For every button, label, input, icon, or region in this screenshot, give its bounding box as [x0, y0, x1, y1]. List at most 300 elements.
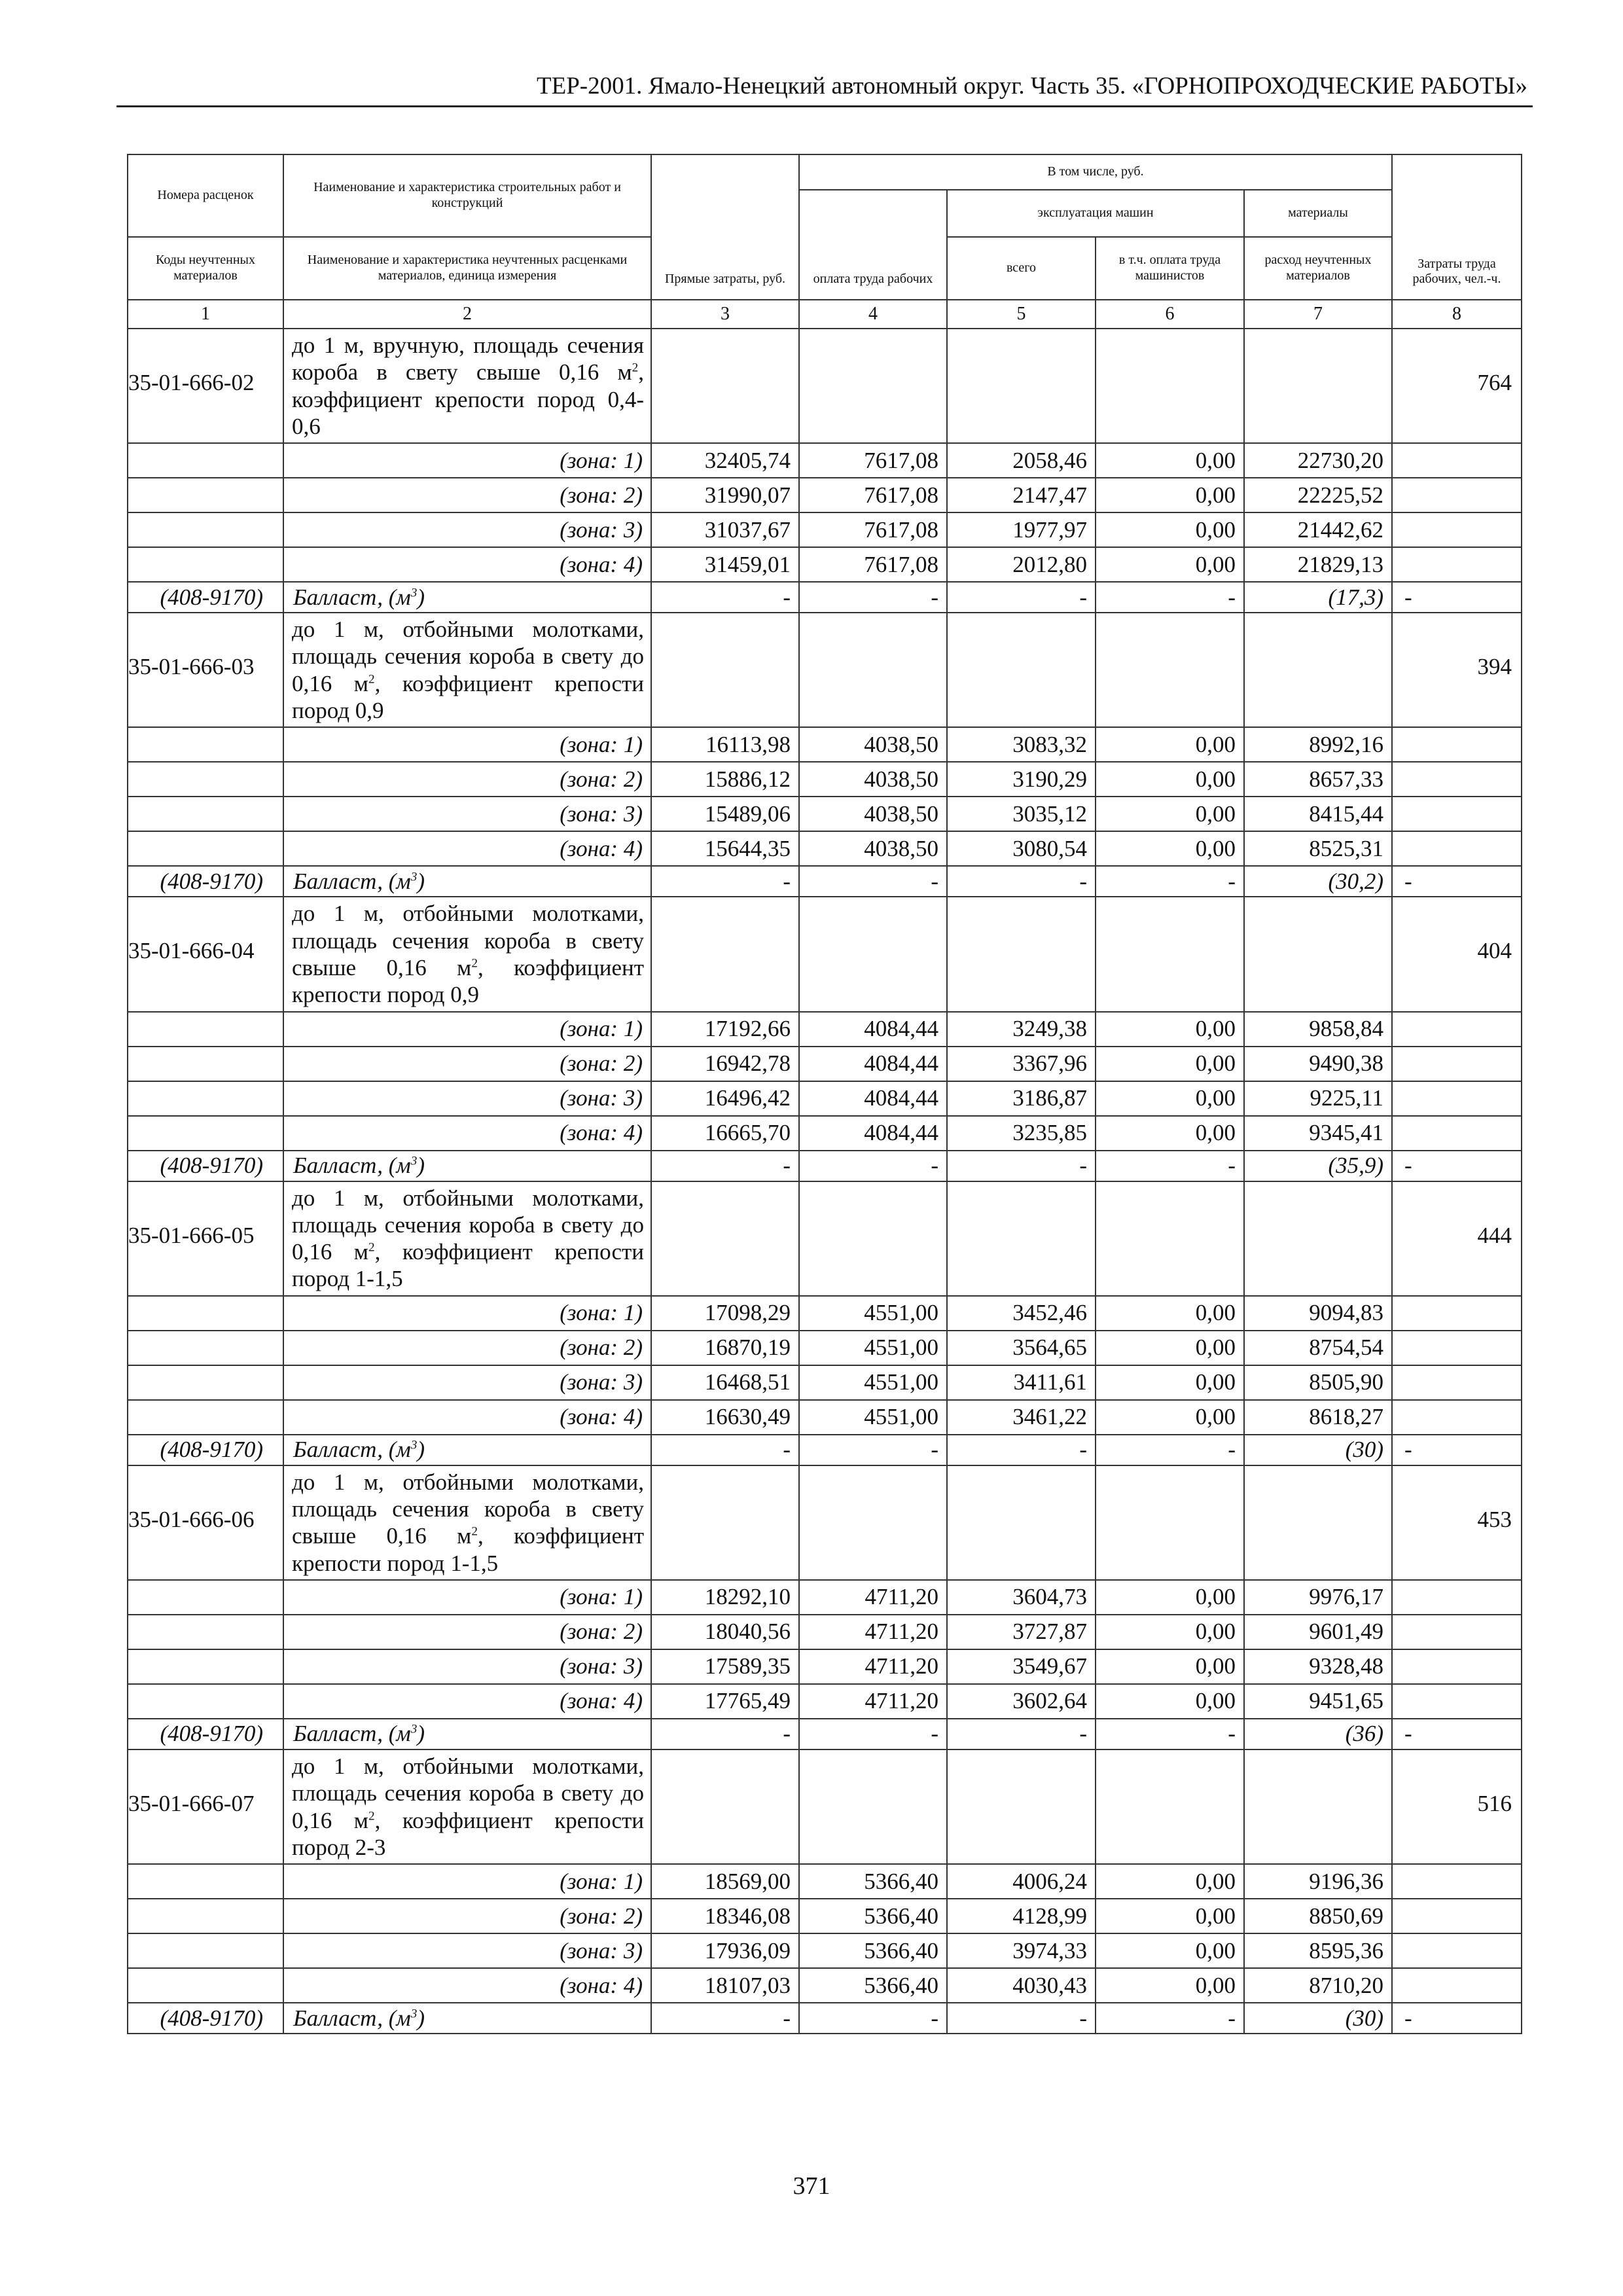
material-code: (408-9170)	[128, 2003, 283, 2034]
dash-value: -	[947, 2003, 1096, 2034]
empty-cell	[1392, 1116, 1522, 1151]
material-name-close: )	[417, 1153, 425, 1179]
worker-pay: 4551,00	[799, 1365, 947, 1400]
empty-cell	[128, 512, 283, 547]
dash-value: -	[651, 1435, 799, 1465]
description-text: , коэффициент крепости пород 0,4-0,6	[292, 359, 644, 439]
empty-cell	[128, 762, 283, 797]
zone-label: (зона: 1)	[283, 1012, 651, 1047]
ballast-row	[128, 866, 1522, 897]
dash-value: -	[1392, 866, 1522, 897]
direct-cost: 15644,35	[651, 831, 799, 866]
description-text: до 1 м, вручную, площадь сечения короба в свету свыше 0,16 м	[292, 332, 644, 386]
materials-cost: 9601,49	[1244, 1615, 1392, 1649]
machinist-pay: 0,00	[1096, 1933, 1244, 1968]
machine-total: 3083,32	[947, 727, 1096, 762]
empty-cell	[128, 1047, 283, 1081]
dash-value: -	[947, 582, 1096, 613]
machine-total: 3190,29	[947, 762, 1096, 797]
description-text: , коэффициент крепости пород 0,9	[292, 954, 645, 1008]
labor-cost-cell	[1392, 1465, 1522, 1580]
rate-code: 35-01-666-05	[128, 1222, 255, 1248]
empty-cell	[947, 1749, 1096, 1864]
empty-cell	[128, 1968, 283, 2003]
superscript: 3	[410, 1722, 418, 1736]
worker-pay: 4038,50	[799, 762, 947, 797]
material-name-text: Балласт, (м	[293, 1437, 411, 1463]
machinist-pay: 0,00	[1096, 797, 1244, 831]
empty-cell	[1392, 1684, 1522, 1719]
material-name-text: Балласт, (м	[293, 584, 411, 610]
materials-cost: 8657,33	[1244, 762, 1392, 797]
superscript: 3	[410, 586, 418, 600]
ballast-row	[128, 2003, 1522, 2034]
materials-cost: 21442,62	[1244, 512, 1392, 547]
labor-cost: 453	[1477, 1506, 1512, 1532]
rate-code-cell	[128, 329, 283, 443]
material-consumption: (30,2)	[1244, 866, 1392, 897]
empty-cell	[1392, 1296, 1522, 1331]
material-name-close: )	[417, 868, 425, 894]
entry-title-row	[128, 1465, 1522, 1580]
machinist-pay: 0,00	[1096, 1012, 1244, 1047]
description-text: до 1 м, отбойными молотками, площадь сечения короба в свету до 0,16 м	[292, 1753, 644, 1833]
entry-title-row	[128, 1181, 1522, 1296]
empty-cell	[799, 613, 947, 727]
header-machines: эксплуатация машин	[947, 190, 1244, 237]
materials-cost: 8754,54	[1244, 1331, 1392, 1365]
zone-label: (зона: 1)	[283, 727, 651, 762]
zone-row	[128, 797, 1522, 831]
worker-pay: 7617,08	[799, 512, 947, 547]
zone-label: (зона: 2)	[283, 1899, 651, 1933]
zone-row	[128, 1116, 1522, 1151]
header-col6: в т.ч. оплата труда машинистов	[1096, 237, 1244, 300]
worker-pay: 4551,00	[799, 1331, 947, 1365]
machine-total: 3367,96	[947, 1047, 1096, 1081]
material-name	[283, 582, 651, 613]
zone-label: (зона: 3)	[283, 797, 651, 831]
material-name-close: )	[417, 1721, 425, 1747]
empty-cell	[1096, 1749, 1244, 1864]
direct-cost: 18569,00	[651, 1864, 799, 1899]
header-col2-bottom: Наименование и характеристика неучтенных расценками материалов, единица измерения	[283, 237, 651, 300]
description-text: , коэффициент крепости пород 1-1,5	[292, 1239, 644, 1292]
material-name	[283, 1151, 651, 1181]
zone-row	[128, 762, 1522, 797]
machine-total: 2147,47	[947, 478, 1096, 512]
empty-cell	[128, 1864, 283, 1899]
empty-cell	[651, 1465, 799, 1580]
direct-cost: 31990,07	[651, 478, 799, 512]
dash-value: -	[1096, 1151, 1244, 1181]
zone-label: (зона: 4)	[283, 547, 651, 582]
empty-cell	[1392, 1615, 1522, 1649]
header-including: В том числе, руб.	[799, 154, 1392, 190]
zone-row	[128, 1296, 1522, 1331]
dash-value: -	[1096, 1719, 1244, 1749]
dash-value: -	[947, 1435, 1096, 1465]
zone-label: (зона: 4)	[283, 831, 651, 866]
empty-cell	[128, 831, 283, 866]
machinist-pay: 0,00	[1096, 1968, 1244, 2003]
direct-cost: 18040,56	[651, 1615, 799, 1649]
empty-cell	[651, 329, 799, 443]
material-name	[283, 1435, 651, 1465]
zone-label: (зона: 4)	[283, 1684, 651, 1719]
header-col2-top: Наименование и характеристика строительных работ и конструкций	[283, 154, 651, 237]
superscript: 2	[471, 1524, 478, 1539]
zone-label: (зона: 1)	[283, 1580, 651, 1615]
material-name-text: Балласт, (м	[293, 1721, 411, 1747]
worker-pay: 4711,20	[799, 1580, 947, 1615]
worker-pay: 5366,40	[799, 1864, 947, 1899]
work-description	[283, 1181, 651, 1296]
empty-cell	[1392, 1580, 1522, 1615]
material-code: (408-9170)	[128, 1435, 283, 1465]
header-col1-top: Номера расценок	[128, 154, 283, 237]
empty-cell	[128, 1649, 283, 1684]
materials-cost: 22730,20	[1244, 443, 1392, 478]
material-name-text: Балласт, (м	[293, 2005, 411, 2031]
materials-cost: 22225,52	[1244, 478, 1392, 512]
rate-code-cell	[128, 1465, 283, 1580]
machinist-pay: 0,00	[1096, 727, 1244, 762]
materials-cost: 9094,83	[1244, 1296, 1392, 1331]
machine-total: 3549,67	[947, 1649, 1096, 1684]
machine-total: 4006,24	[947, 1864, 1096, 1899]
machinist-pay: 0,00	[1096, 1365, 1244, 1400]
materials-cost: 9451,65	[1244, 1684, 1392, 1719]
machinist-pay: 0,00	[1096, 1649, 1244, 1684]
empty-cell	[1096, 1465, 1244, 1580]
empty-cell	[1244, 1465, 1392, 1580]
running-header	[116, 69, 1533, 107]
description-text: , коэффициент крепости пород 0,9	[292, 670, 644, 724]
material-name-close: )	[417, 1437, 425, 1463]
machine-total: 3727,87	[947, 1615, 1096, 1649]
direct-cost: 16665,70	[651, 1116, 799, 1151]
machinist-pay: 0,00	[1096, 1081, 1244, 1116]
machine-total: 2058,46	[947, 443, 1096, 478]
worker-pay: 4711,20	[799, 1615, 947, 1649]
labor-cost: 444	[1477, 1222, 1512, 1248]
entry-title-row	[128, 1749, 1522, 1864]
empty-cell	[947, 1181, 1096, 1296]
zone-label: (зона: 4)	[283, 1968, 651, 2003]
empty-cell	[1244, 1181, 1392, 1296]
empty-cell	[1392, 547, 1522, 582]
empty-cell	[128, 1331, 283, 1365]
machinist-pay: 0,00	[1096, 547, 1244, 582]
worker-pay: 4084,44	[799, 1047, 947, 1081]
direct-cost: 31459,01	[651, 547, 799, 582]
zone-label: (зона: 1)	[283, 443, 651, 478]
empty-cell	[128, 1116, 283, 1151]
empty-cell	[1392, 512, 1522, 547]
dash-value: -	[1096, 866, 1244, 897]
price-table	[127, 154, 1522, 2034]
zone-row	[128, 1968, 1522, 2003]
empty-cell	[1244, 897, 1392, 1011]
materials-cost: 8850,69	[1244, 1899, 1392, 1933]
rate-code: 35-01-666-04	[128, 938, 255, 964]
material-consumption: (30)	[1244, 2003, 1392, 2034]
direct-cost: 15489,06	[651, 797, 799, 831]
material-code: (408-9170)	[128, 1719, 283, 1749]
superscript: 3	[410, 1438, 418, 1452]
dash-value: -	[799, 1719, 947, 1749]
dash-value: -	[651, 1719, 799, 1749]
header-title: ТЕР-2001. Ямало-Ненецкий автономный округ. Часть 35. «ГОРНОПРОХОДЧЕСКИЕ РАБОТЫ»	[537, 73, 1527, 99]
empty-cell	[651, 1749, 799, 1864]
dash-value: -	[947, 1151, 1096, 1181]
dash-value: -	[1096, 582, 1244, 613]
empty-cell	[1392, 1047, 1522, 1081]
empty-cell	[651, 1181, 799, 1296]
zone-label: (зона: 3)	[283, 512, 651, 547]
dash-value: -	[1392, 1435, 1522, 1465]
machinist-pay: 0,00	[1096, 1684, 1244, 1719]
empty-cell	[128, 1615, 283, 1649]
zone-label: (зона: 3)	[283, 1933, 651, 1968]
empty-cell	[128, 1899, 283, 1933]
rate-code: 35-01-666-07	[128, 1790, 255, 1816]
description-text: до 1 м, отбойными молотками, площадь сечения короба в свету до 0,16 м	[292, 617, 644, 696]
zone-row	[128, 1331, 1522, 1365]
empty-cell	[128, 727, 283, 762]
empty-cell	[128, 1684, 283, 1719]
material-name	[283, 1719, 651, 1749]
zone-row	[128, 1615, 1522, 1649]
materials-cost: 8415,44	[1244, 797, 1392, 831]
zone-row	[128, 512, 1522, 547]
empty-cell	[651, 613, 799, 727]
zone-label: (зона: 1)	[283, 1296, 651, 1331]
empty-cell	[1096, 897, 1244, 1011]
empty-cell	[128, 443, 283, 478]
empty-cell	[128, 1296, 283, 1331]
labor-cost-cell	[1392, 329, 1522, 443]
dash-value: -	[947, 1719, 1096, 1749]
empty-cell	[1096, 329, 1244, 443]
zone-row	[128, 1649, 1522, 1684]
zone-row	[128, 1864, 1522, 1899]
empty-cell	[1392, 1864, 1522, 1899]
machinist-pay: 0,00	[1096, 1899, 1244, 1933]
zone-row	[128, 727, 1522, 762]
page-number: 371	[793, 2172, 830, 2200]
material-consumption: (17,3)	[1244, 582, 1392, 613]
ballast-row	[128, 582, 1522, 613]
direct-cost: 17765,49	[651, 1684, 799, 1719]
column-number: 7	[1244, 300, 1392, 329]
worker-pay: 4038,50	[799, 727, 947, 762]
empty-cell	[1392, 1400, 1522, 1435]
dash-value: -	[1392, 582, 1522, 613]
direct-cost: 17589,35	[651, 1649, 799, 1684]
worker-pay: 5366,40	[799, 1968, 947, 2003]
worker-pay: 4711,20	[799, 1684, 947, 1719]
worker-pay: 4711,20	[799, 1649, 947, 1684]
empty-cell	[1392, 831, 1522, 866]
materials-cost: 9225,11	[1244, 1081, 1392, 1116]
machinist-pay: 0,00	[1096, 762, 1244, 797]
rate-code-cell	[128, 613, 283, 727]
zone-label: (зона: 3)	[283, 1365, 651, 1400]
materials-cost: 8618,27	[1244, 1400, 1392, 1435]
machinist-pay: 0,00	[1096, 443, 1244, 478]
material-code: (408-9170)	[128, 1151, 283, 1181]
materials-cost: 8992,16	[1244, 727, 1392, 762]
empty-cell	[1244, 613, 1392, 727]
column-number: 1	[128, 300, 283, 329]
empty-cell	[1392, 797, 1522, 831]
direct-cost: 31037,67	[651, 512, 799, 547]
ballast-row	[128, 1719, 1522, 1749]
machinist-pay: 0,00	[1096, 831, 1244, 866]
superscript: 2	[471, 956, 478, 971]
empty-cell	[1392, 1968, 1522, 2003]
zone-label: (зона: 3)	[283, 1081, 651, 1116]
labor-cost-cell	[1392, 1749, 1522, 1864]
empty-cell	[128, 547, 283, 582]
empty-cell	[1392, 1331, 1522, 1365]
zone-label: (зона: 4)	[283, 1400, 651, 1435]
machine-total: 3249,38	[947, 1012, 1096, 1047]
zone-label: (зона: 2)	[283, 1615, 651, 1649]
zone-row	[128, 1684, 1522, 1719]
description-text: до 1 м, отбойными молотками, площадь сечения короба в свету свыше 0,16 м	[292, 901, 644, 980]
dash-value: -	[947, 866, 1096, 897]
dash-value: -	[799, 1151, 947, 1181]
header-col5: всего	[947, 237, 1096, 300]
dash-value: -	[1096, 2003, 1244, 2034]
dash-value: -	[1392, 1151, 1522, 1181]
material-consumption: (36)	[1244, 1719, 1392, 1749]
machine-total: 4030,43	[947, 1968, 1096, 2003]
empty-cell	[799, 329, 947, 443]
description-text: до 1 м, отбойными молотками, площадь сечения короба в свету свыше 0,16 м	[292, 1469, 644, 1549]
dash-value: -	[799, 2003, 947, 2034]
dash-value: -	[1096, 1435, 1244, 1465]
empty-cell	[947, 897, 1096, 1011]
machine-total: 3080,54	[947, 831, 1096, 866]
rate-code: 35-01-666-03	[128, 654, 255, 680]
zone-label: (зона: 2)	[283, 1047, 651, 1081]
rate-code-cell	[128, 1749, 283, 1864]
material-name-text: Балласт, (м	[293, 1153, 411, 1179]
machine-total: 3235,85	[947, 1116, 1096, 1151]
machine-total: 3035,12	[947, 797, 1096, 831]
labor-cost-cell	[1392, 613, 1522, 727]
machinist-pay: 0,00	[1096, 1047, 1244, 1081]
zone-row	[128, 1081, 1522, 1116]
machinist-pay: 0,00	[1096, 1331, 1244, 1365]
empty-cell	[128, 1012, 283, 1047]
empty-cell	[1392, 762, 1522, 797]
material-name-text: Балласт, (м	[293, 868, 411, 894]
labor-cost: 404	[1477, 938, 1512, 964]
empty-cell	[799, 1749, 947, 1864]
worker-pay: 4551,00	[799, 1400, 947, 1435]
labor-cost: 394	[1477, 654, 1512, 680]
machine-total: 1977,97	[947, 512, 1096, 547]
superscript: 2	[632, 361, 639, 375]
empty-cell	[1392, 1365, 1522, 1400]
empty-cell	[799, 897, 947, 1011]
materials-cost: 9328,48	[1244, 1649, 1392, 1684]
empty-cell	[1392, 1933, 1522, 1968]
empty-cell	[1392, 443, 1522, 478]
dash-value: -	[651, 1151, 799, 1181]
empty-cell	[128, 1365, 283, 1400]
entry-title-row	[128, 897, 1522, 1011]
materials-cost: 9196,36	[1244, 1864, 1392, 1899]
worker-pay: 5366,40	[799, 1933, 947, 1968]
empty-cell	[1244, 1749, 1392, 1864]
empty-cell	[128, 1933, 283, 1968]
zone-row	[128, 1047, 1522, 1081]
labor-cost: 764	[1477, 370, 1512, 395]
dash-value: -	[651, 582, 799, 613]
entry-title-row	[128, 329, 1522, 443]
worker-pay: 7617,08	[799, 547, 947, 582]
worker-pay: 5366,40	[799, 1899, 947, 1933]
header-col1-bottom: Коды неучтенных материалов	[128, 237, 283, 300]
worker-pay: 4084,44	[799, 1081, 947, 1116]
ballast-row	[128, 1151, 1522, 1181]
zone-row	[128, 831, 1522, 866]
material-code: (408-9170)	[128, 866, 283, 897]
empty-cell	[1096, 1181, 1244, 1296]
empty-cell	[1392, 1081, 1522, 1116]
header-col8: Затраты труда рабочих, чел.-ч.	[1392, 154, 1522, 300]
column-number: 3	[651, 300, 799, 329]
dash-value: -	[651, 866, 799, 897]
rate-code-cell	[128, 897, 283, 1011]
description-text: до 1 м, отбойными молотками, площадь сечения короба в свету до 0,16 м	[292, 1185, 644, 1265]
material-consumption: (35,9)	[1244, 1151, 1392, 1181]
material-code: (408-9170)	[128, 582, 283, 613]
rate-code: 35-01-666-06	[128, 1506, 255, 1532]
zone-row	[128, 1933, 1522, 1968]
header-materials: материалы	[1244, 190, 1392, 237]
machinist-pay: 0,00	[1096, 478, 1244, 512]
description-text: , коэффициент крепости пород 2-3	[292, 1807, 644, 1860]
direct-cost: 17192,66	[651, 1012, 799, 1047]
column-number: 5	[947, 300, 1096, 329]
material-name	[283, 866, 651, 897]
worker-pay: 4038,50	[799, 797, 947, 831]
worker-pay: 4084,44	[799, 1012, 947, 1047]
direct-cost: 16113,98	[651, 727, 799, 762]
direct-cost: 17098,29	[651, 1296, 799, 1331]
machine-total: 4128,99	[947, 1899, 1096, 1933]
column-number: 6	[1096, 300, 1244, 329]
dash-value: -	[1392, 2003, 1522, 2034]
header-col3: Прямые затраты, руб.	[651, 154, 799, 300]
dash-value: -	[1392, 1719, 1522, 1749]
machine-total: 3452,46	[947, 1296, 1096, 1331]
direct-cost: 15886,12	[651, 762, 799, 797]
direct-cost: 16870,19	[651, 1331, 799, 1365]
materials-cost: 8595,36	[1244, 1933, 1392, 1968]
worker-pay: 7617,08	[799, 443, 947, 478]
dash-value: -	[799, 866, 947, 897]
header-col4: оплата труда рабочих	[799, 190, 947, 300]
description-text: , коэффициент крепости пород 1-1,5	[292, 1523, 645, 1576]
